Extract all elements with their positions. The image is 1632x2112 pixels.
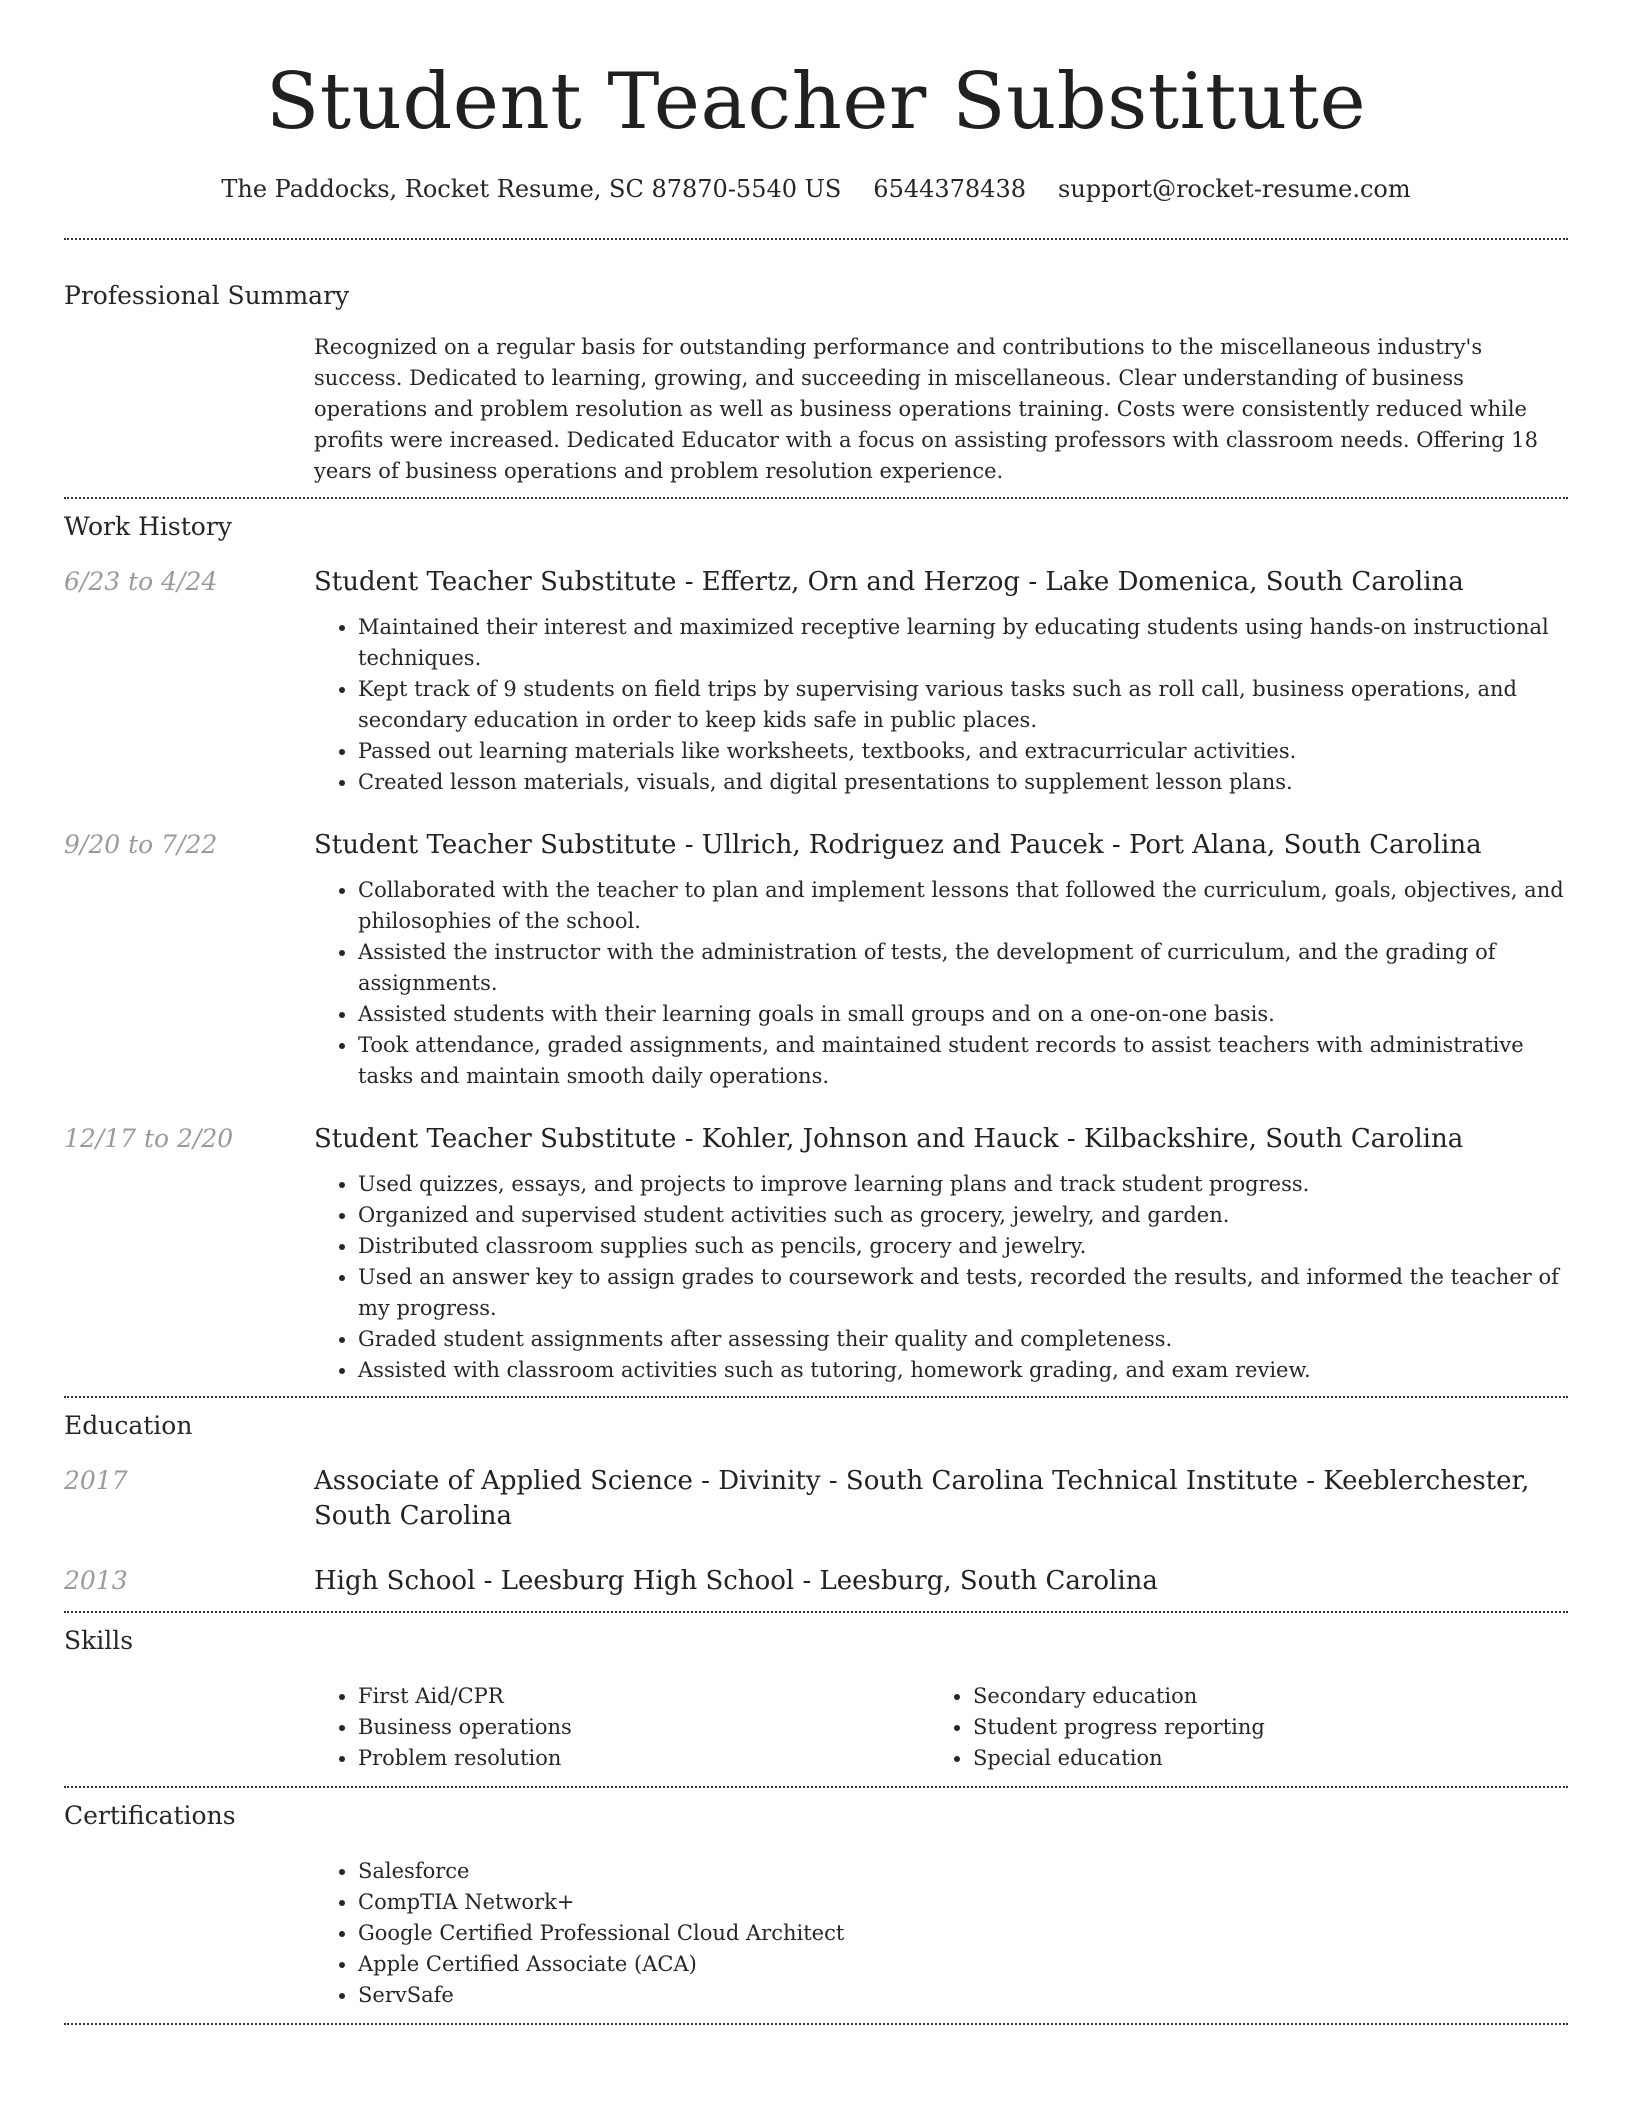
skills-list-left bbox=[314, 1681, 929, 1774]
education-entry bbox=[64, 1464, 1568, 1534]
list-item: • Secondary education bbox=[973, 1681, 1544, 1712]
list-item: • Assisted with classroom activities such as tutoring, homework grading, and exam review. bbox=[358, 1355, 1568, 1386]
list-item: • Salesforce bbox=[358, 1856, 1568, 1887]
contact-line bbox=[64, 174, 1568, 204]
job-entry bbox=[64, 565, 1568, 798]
list-item: • Kept track of 9 students on field trips by supervising various tasks such as roll call, business operations, and secondary education in order to keep kids safe in public places. bbox=[358, 674, 1568, 736]
job-bullets bbox=[314, 1169, 1568, 1386]
section-title-skills: Skills bbox=[64, 1626, 134, 1655]
skills-spacer bbox=[64, 1681, 314, 1774]
list-item: • Assisted students with their learning goals in small groups and on a one-on-one basis. bbox=[358, 999, 1568, 1030]
list-item: • Special education bbox=[973, 1743, 1544, 1774]
list-item: • Created lesson materials, visuals, and digital presentations to supplement lesson plans. bbox=[358, 767, 1568, 798]
skills-section bbox=[64, 1625, 1568, 1774]
list-item: • Collaborated with the teacher to plan and implement lessons that followed the curriculum, goals, objectives, and philosophies of the school. bbox=[358, 875, 1568, 937]
list-item: • Organized and supervised student activities such as grocery, jewelry, and garden. bbox=[358, 1200, 1568, 1231]
job-title: Student Teacher Substitute - Ullrich, Rodriguez and Paucek - Port Alana, South Carolina bbox=[314, 830, 1482, 860]
certifications-list bbox=[314, 1856, 1568, 2011]
job-title: Student Teacher Substitute - Kohler, Johnson and Hauck - Kilbackshire, South Carolina bbox=[314, 1124, 1464, 1154]
summary-text: Recognized on a regular basis for outstanding performance and contributions to the miscellaneous industry's success. Dedicated to learning, growing, and succeeding in miscellaneous. Clear understanding of business operations and problem resolution as well as business operations training. Costs were consistently reduced while profits were increased. Dedicated Educator with a focus on assisting professors with classroom needs. Offering 18 years of business operations and problem resolution experience. bbox=[314, 335, 1538, 483]
section-title-certifications: Certifications bbox=[64, 1801, 236, 1830]
list-item: • Distributed classroom supplies such as pencils, grocery and jewelry. bbox=[358, 1231, 1568, 1262]
contact-address: The Paddocks, Rocket Resume, SC 87870-5540 US bbox=[221, 175, 842, 203]
job-bullets bbox=[314, 612, 1568, 798]
resume-name: Student Teacher Substitute bbox=[265, 57, 1367, 147]
section-title-education: Education bbox=[64, 1411, 193, 1440]
list-item: • Used an answer key to assign grades to coursework and tests, recorded the results, and informed the teacher of my progress. bbox=[358, 1262, 1568, 1324]
job-dates: 6/23 to 4/24 bbox=[64, 567, 218, 596]
job-title: Student Teacher Substitute - Effertz, Orn and Herzog - Lake Domenica, South Carolina bbox=[314, 567, 1464, 597]
job-bullets bbox=[314, 875, 1568, 1092]
job-dates: 9/20 to 7/22 bbox=[64, 830, 218, 859]
education-year: 2017 bbox=[64, 1466, 128, 1495]
certifications-spacer bbox=[64, 1856, 314, 2011]
job-dates: 12/17 to 2/20 bbox=[64, 1124, 234, 1153]
section-divider bbox=[64, 1396, 1568, 1398]
contact-phone: 6544378438 bbox=[873, 175, 1026, 203]
summary-spacer bbox=[64, 332, 314, 487]
list-item: • Used quizzes, essays, and projects to improve learning plans and track student progress. bbox=[358, 1169, 1568, 1200]
section-divider bbox=[64, 2023, 1568, 2025]
job-entry bbox=[64, 1122, 1568, 1386]
education-section bbox=[64, 1410, 1568, 1599]
list-item: • ServSafe bbox=[358, 1980, 1568, 2011]
section-divider bbox=[64, 497, 1568, 499]
list-item: • CompTIA Network+ bbox=[358, 1887, 1568, 1918]
education-year: 2013 bbox=[64, 1566, 128, 1595]
education-text: High School - Leesburg High School - Leesburg, South Carolina bbox=[314, 1566, 1158, 1596]
list-item: • First Aid/CPR bbox=[358, 1681, 929, 1712]
work-history-section bbox=[64, 511, 1568, 1386]
list-item: • Passed out learning materials like worksheets, textbooks, and extracurricular activities. bbox=[358, 736, 1568, 767]
list-item: • Maintained their interest and maximized receptive learning by educating students using hands-on instructional techniques. bbox=[358, 612, 1568, 674]
skills-columns bbox=[314, 1681, 1568, 1774]
job-entry bbox=[64, 828, 1568, 1092]
certifications-section bbox=[64, 1800, 1568, 2011]
section-divider bbox=[64, 1611, 1568, 1613]
list-item: • Student progress reporting bbox=[973, 1712, 1544, 1743]
education-entry bbox=[64, 1564, 1568, 1599]
section-divider bbox=[64, 1786, 1568, 1788]
list-item: • Apple Certified Associate (ACA) bbox=[358, 1949, 1568, 1980]
list-item: • Took attendance, graded assignments, and maintained student records to assist teachers with administrative tasks and maintain smooth daily operations. bbox=[358, 1030, 1568, 1092]
education-text: Associate of Applied Science - Divinity - South Carolina Technical Institute - Keeblerchester, South Carolina bbox=[314, 1466, 1530, 1531]
section-divider bbox=[64, 238, 1568, 240]
summary-section bbox=[64, 280, 1568, 487]
list-item: • Problem resolution bbox=[358, 1743, 929, 1774]
section-title-work: Work History bbox=[64, 512, 232, 541]
section-title-summary: Professional Summary bbox=[64, 281, 350, 310]
list-item: • Graded student assignments after assessing their quality and completeness. bbox=[358, 1324, 1568, 1355]
list-item: • Business operations bbox=[358, 1712, 929, 1743]
resume-page bbox=[64, 0, 1568, 2025]
skills-list-right bbox=[929, 1681, 1544, 1774]
list-item: • Google Certified Professional Cloud Architect bbox=[358, 1918, 1568, 1949]
contact-email: support@rocket-resume.com bbox=[1058, 175, 1411, 203]
list-item: • Assisted the instructor with the administration of tests, the development of curriculum, and the grading of assignments. bbox=[358, 937, 1568, 999]
